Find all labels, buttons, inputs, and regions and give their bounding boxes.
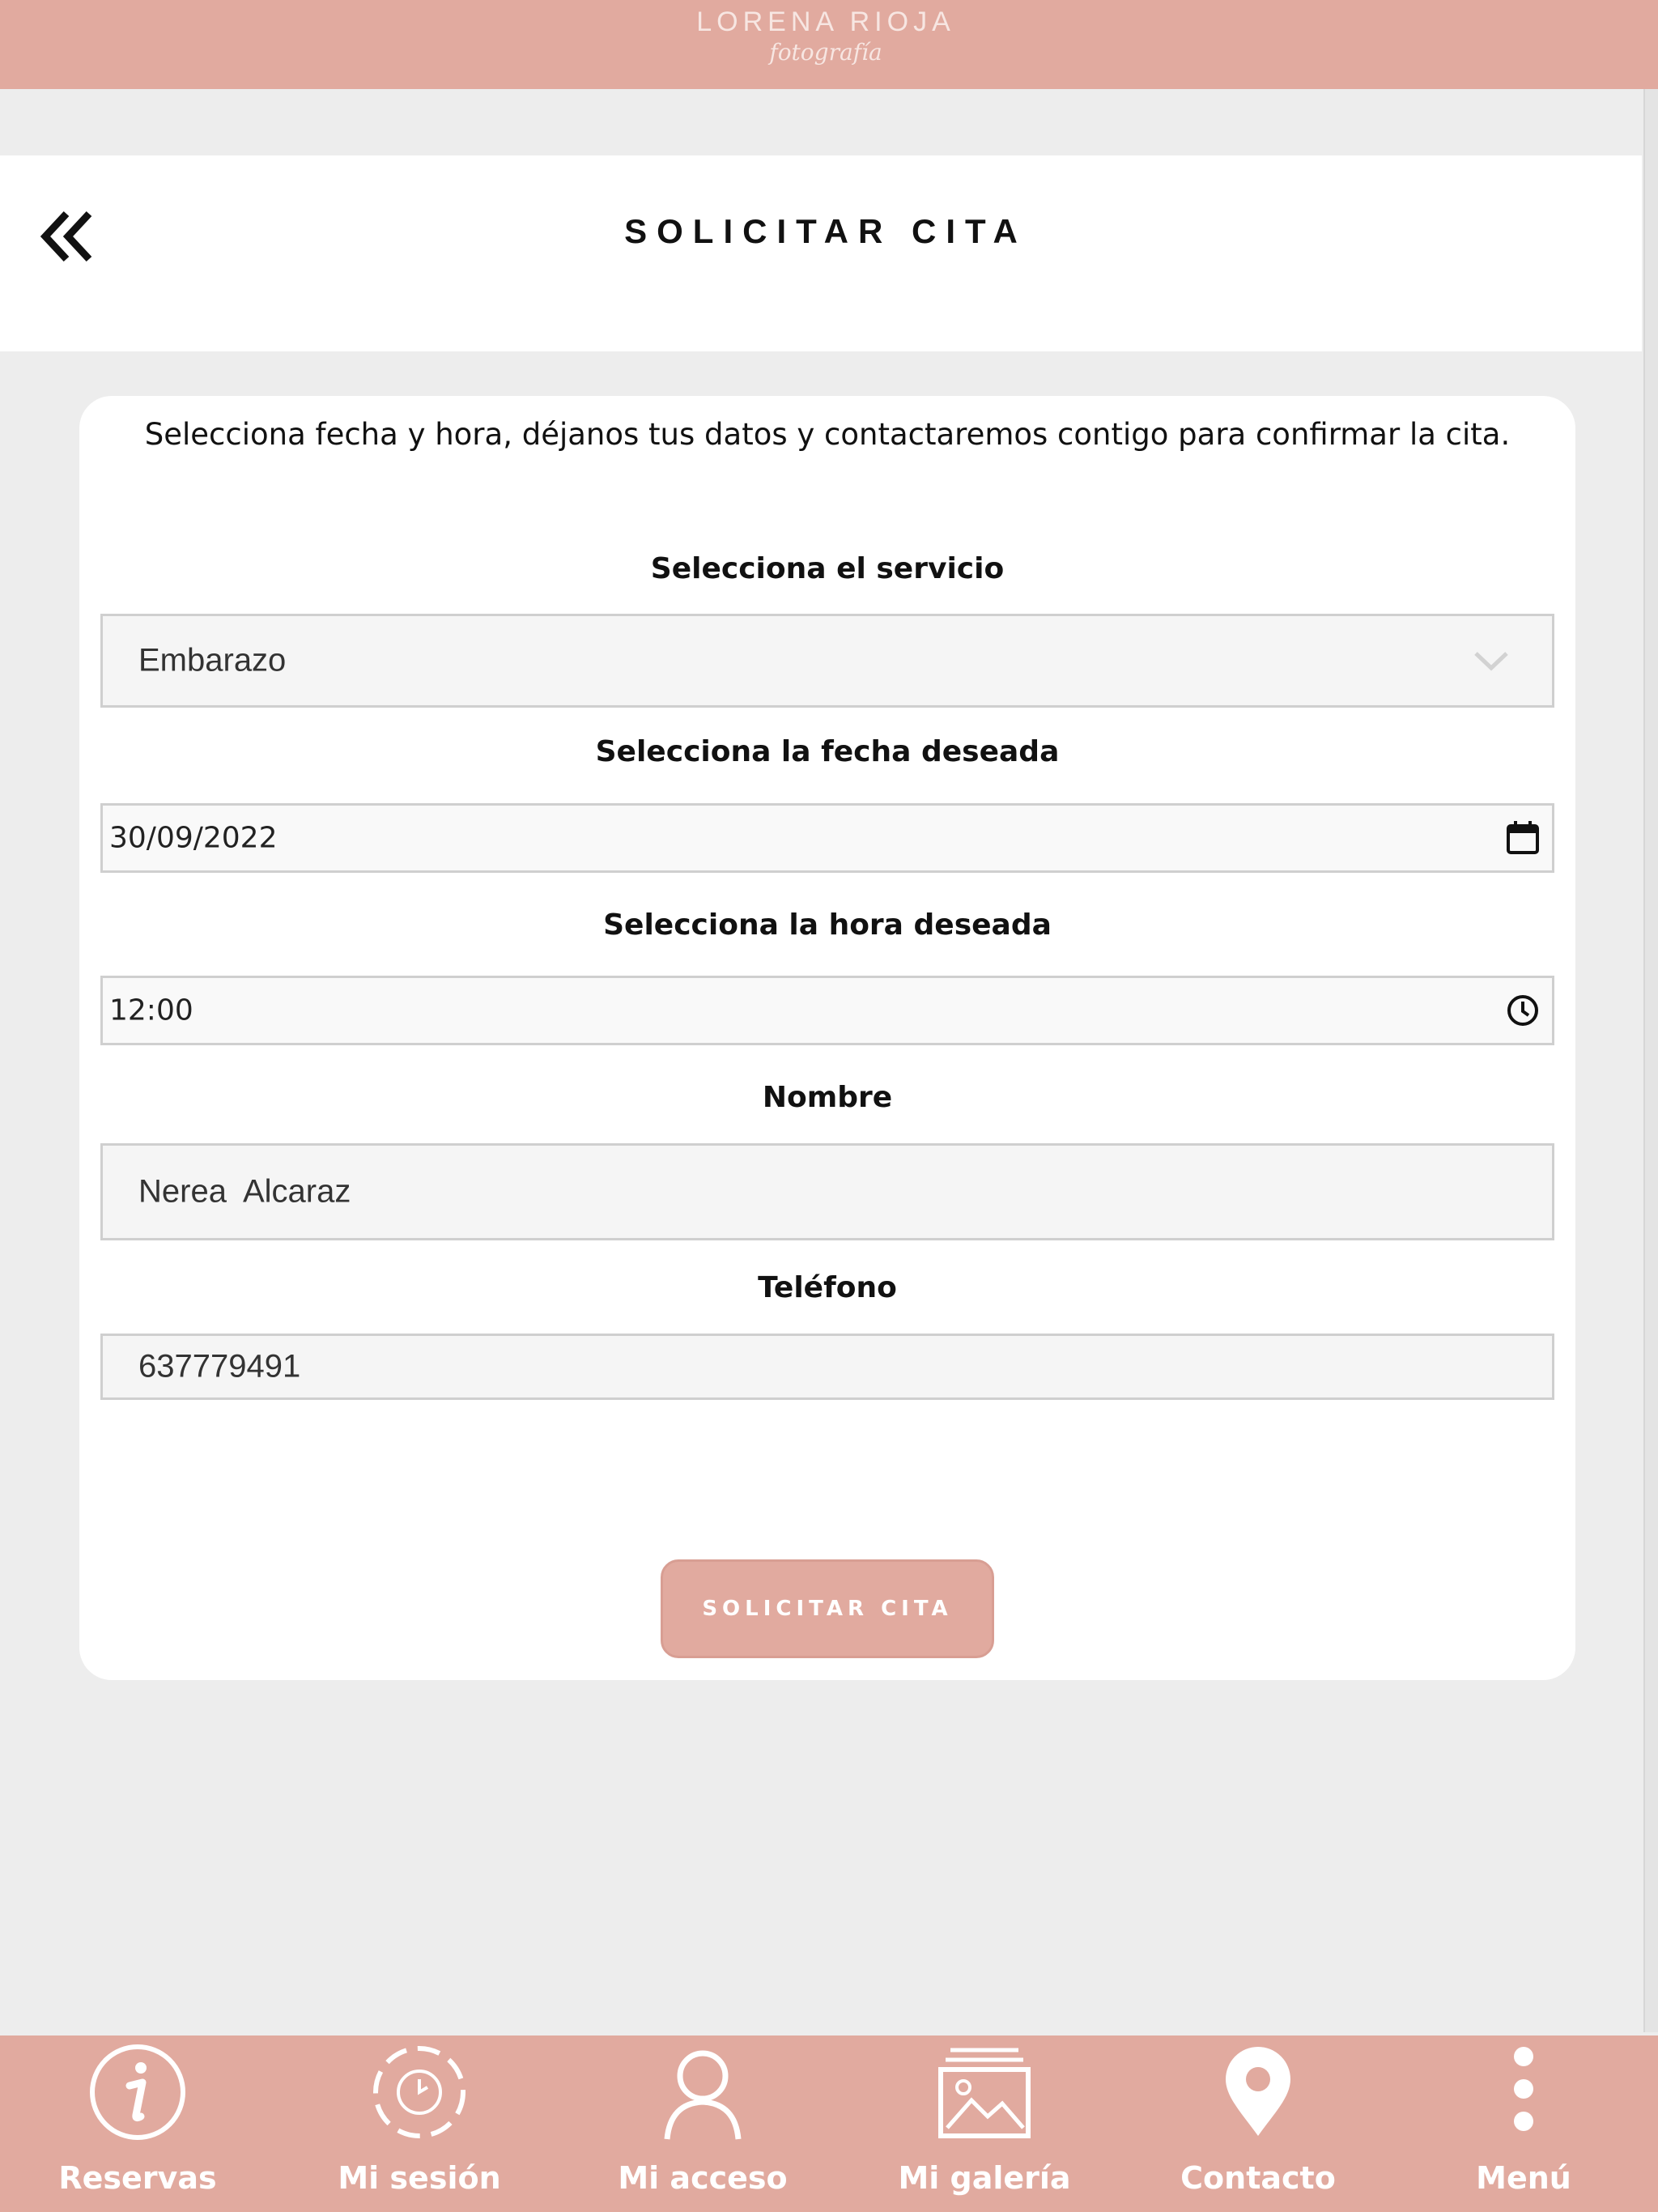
nav-item-mi-galeria[interactable] xyxy=(863,2035,1106,2212)
phone-input-value: 637779491 xyxy=(138,1348,301,1385)
form-intro-text: Selecciona fecha y hora, déjanos tus datos y contactaremos contigo para confirmar la cita. xyxy=(144,417,1511,452)
name-label: Nombre xyxy=(762,1081,893,1114)
nav-label-mi-galeria: Mi galería xyxy=(898,2160,1071,2196)
nav-label-mi-acceso: Mi acceso xyxy=(618,2160,788,2196)
date-label: Selecciona la fecha deseada xyxy=(595,735,1060,768)
service-label: Selecciona el servicio xyxy=(650,552,1005,585)
date-input[interactable] xyxy=(100,803,1554,873)
more-vertical-icon xyxy=(1475,2044,1572,2141)
page-scrollbar[interactable] xyxy=(1643,89,1658,2032)
request-appointment-button[interactable]: SOLICITAR CITA xyxy=(661,1559,994,1658)
gallery-icon xyxy=(936,2044,1033,2141)
date-input-value: 30/09/2022 xyxy=(109,821,278,855)
location-pin-icon xyxy=(1209,2044,1307,2141)
phone-label: Teléfono xyxy=(758,1271,897,1304)
name-input[interactable] xyxy=(100,1143,1554,1240)
chevron-down-icon xyxy=(1473,649,1510,673)
user-icon xyxy=(654,2044,751,2141)
service-select-value: Embarazo xyxy=(138,642,287,678)
page-header xyxy=(0,155,1642,351)
nav-item-contacto[interactable] xyxy=(1137,2035,1380,2212)
time-label: Selecciona la hora deseada xyxy=(603,908,1052,942)
time-input[interactable] xyxy=(100,976,1554,1045)
phone-input[interactable] xyxy=(100,1334,1554,1400)
name-input-value: Nerea Alcaraz xyxy=(138,1173,351,1210)
nav-label-reservas: Reservas xyxy=(58,2160,217,2196)
page-title: SOLICITAR CITA xyxy=(624,212,1027,250)
nav-label-mi-sesion: Mi sesión xyxy=(338,2160,501,2196)
nav-label-contacto: Contacto xyxy=(1180,2160,1336,2196)
nav-item-mi-sesion[interactable] xyxy=(298,2035,541,2212)
info-icon xyxy=(89,2044,186,2141)
time-input-value: 12:00 xyxy=(109,993,193,1027)
nav-item-mi-acceso[interactable] xyxy=(581,2035,824,2212)
nav-item-reservas[interactable] xyxy=(16,2035,259,2212)
session-clock-icon xyxy=(371,2044,468,2141)
clock-icon[interactable] xyxy=(1503,991,1542,1030)
brand-logo[interactable]: LORENA RIOJA xyxy=(696,6,955,37)
calendar-icon[interactable] xyxy=(1503,819,1542,857)
nav-label-menu: Menú xyxy=(1476,2160,1571,2196)
nav-item-menu[interactable] xyxy=(1402,2035,1645,2212)
service-select[interactable] xyxy=(100,614,1554,708)
brand-tagline: fotografía xyxy=(769,39,882,66)
